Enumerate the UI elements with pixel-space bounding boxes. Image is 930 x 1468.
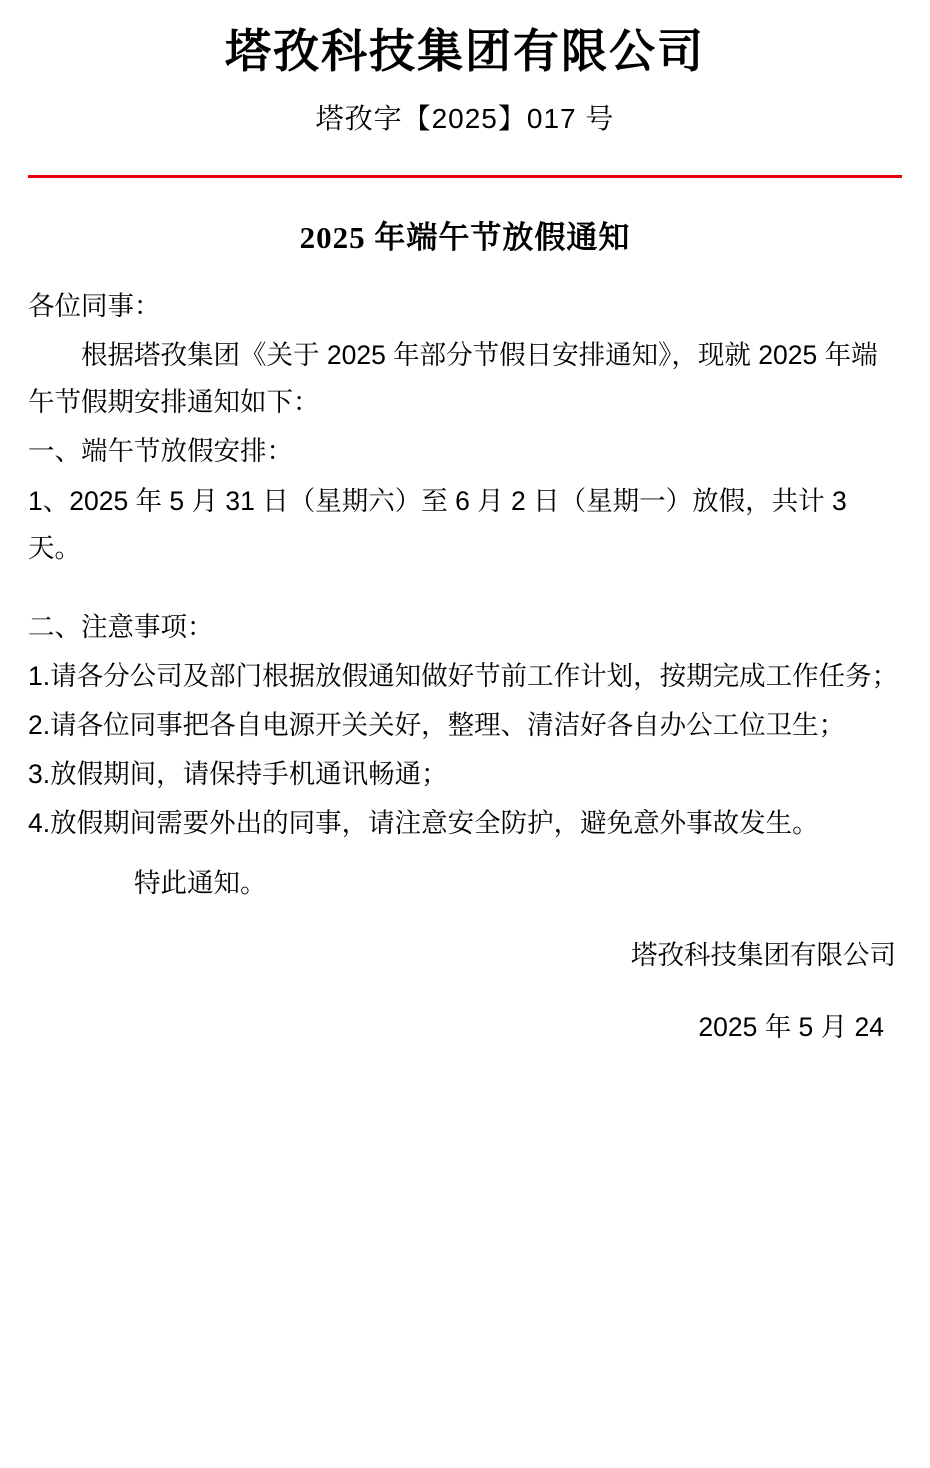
paragraph-holiday-dates: 1、2025 年 5 月 31 日（星期六）至 6 月 2 日（星期一）放假，共计 3 天。 [28, 485, 847, 563]
red-divider-rule [28, 175, 902, 178]
note-item-3: 3.放假期间，请保持手机通讯畅通； [28, 759, 448, 790]
note-item-1: 1.请各分公司及部门根据放假通知做好节前工作计划，按期完成工作任务； [28, 660, 899, 691]
document-body [28, 283, 902, 1051]
closing-statement: 特此通知。 [134, 867, 267, 898]
paragraph-intro: 根据塔孜集团《关于 2025 年部分节假日安排通知》，现就 2025 年端午节假期安排通知如下： [28, 340, 878, 418]
note-item-2: 2.请各位同事把各自电源开关关好，整理、清洁好各自办公工位卫生； [28, 710, 846, 741]
organization-title: 塔孜科技集团有限公司 [225, 26, 705, 77]
section-heading-holiday-arrangement: 一、端午节放假安排： [28, 436, 293, 467]
section-heading-notes: 二、注意事项： [28, 611, 214, 642]
signature-organization: 塔孜科技集团有限公司 [631, 940, 896, 971]
document-page [0, 26, 930, 1468]
document-number: 塔孜字【2025】017 号 [315, 102, 615, 134]
salutation: 各位同事： [28, 290, 161, 321]
page-title: 2025 年端午节放假通知 [299, 219, 631, 255]
signature-date: 2025 年 5 月 24 [698, 1012, 884, 1043]
note-item-4: 4.放假期间需要外出的同事，请注意安全防护，避免意外事故发生。 [28, 808, 819, 839]
paragraph-spacer [28, 574, 902, 604]
